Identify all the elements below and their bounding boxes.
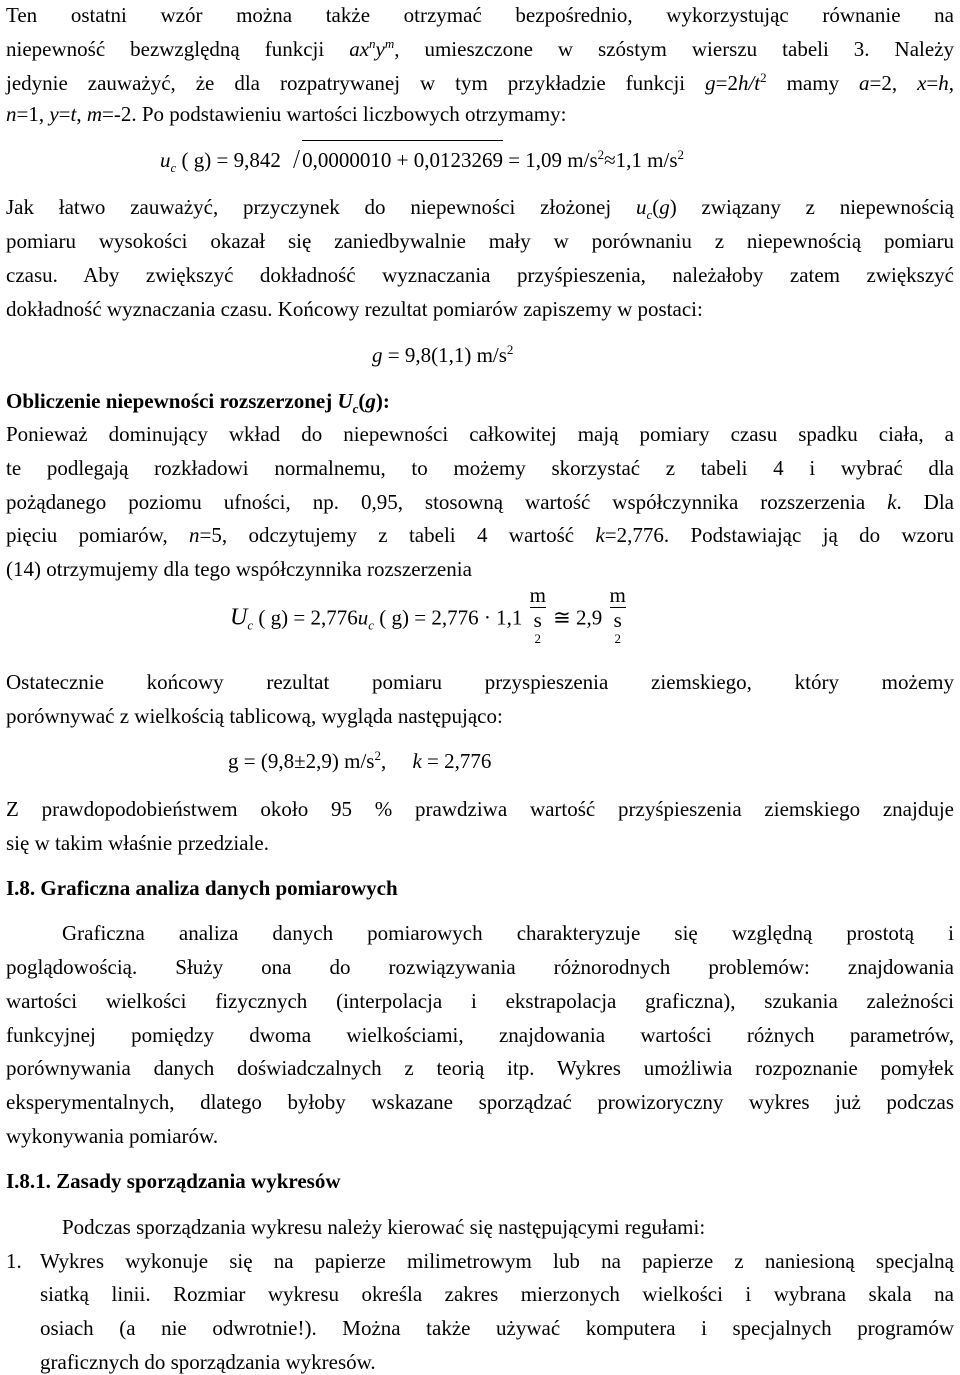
paragraph-line: się w takim właśnie przedziale. (6, 831, 269, 855)
paragraph-line: pomiaru wysokości okazał się zaniedbywalnie mały w porównaniu z niepewnością pomiaru (6, 229, 954, 253)
paragraph-line: Jak łatwo zauważyć, przyczynek do niepewności złożonej $u_c(g)$ związany z niepewnością (6, 195, 955, 222)
list-item-line: graficznych do sporządzania wykresów. (40, 1350, 376, 1374)
paragraph-line: poglądowością. Służy ona do rozwiązywania różnorodnych problemów: znajdowania (6, 955, 954, 979)
equation-final-result: g = (9,8±2,9) $m/s^2$, k = 2,776 (228, 748, 492, 773)
list-number: 1. (6, 1249, 22, 1273)
list-item-line: siatką linii. Rozmiar wykresu określa zakres mierzonych wielkości i wybrana skala na (40, 1282, 954, 1306)
paragraph-line: funkcyjnej pomiędzy dwoma wielkościami, znajdowania wartości różnych parametrów, (6, 1023, 954, 1047)
fraction: m s $^2$ (610, 583, 626, 656)
paragraph-line: (14) otrzymujemy dla tego współczynnika rozszerzenia (6, 557, 472, 581)
paragraph-line: Ponieważ dominujący wkład do niepewności całkowitej mają pomiary czasu spadku ciała, a (6, 422, 954, 446)
paragraph-line: Graficzna analiza danych pomiarowych charakteryzuje się względną prostotą i (62, 921, 954, 945)
paragraph-line: Ten ostatni wzór można także otrzymać bezpośrednio, wykorzystując równanie na (6, 3, 954, 27)
paragraph-line: te podlegają rozkładowi normalnemu, to możemy skorzystać z tabeli 4 i wybrać dla (6, 456, 954, 480)
paragraph-line: pożądanego poziomu ufności, np. 0,95, stosowną wartość współczynnika rozszerzenia k. Dla (6, 490, 954, 514)
section-heading: I.8. Graficzna analiza danych pomiarowych (6, 876, 398, 900)
paragraph-line: porównywania danych doświadczalnych z teorią itp. Wykres umożliwia rozpoznanie pomyłek (6, 1056, 954, 1080)
list-item-line: Wykres wykonuje się na papierze milimetrowym lub na papierze z naniesioną specjalną (40, 1249, 954, 1273)
paragraph-line: wartości wielkości fizycznych (interpolacja i ekstrapolacja graficzna), szukania zależności (6, 989, 954, 1013)
paragraph-line: Z prawdopodobieństwem około 95 % prawdziwa wartość przyśpieszenia ziemskiego znajduje (6, 797, 954, 821)
paragraph-line: niepewność bezwzględną funkcji $ax^ny^m$, umieszczone w szóstym wierszu tabeli 3. Należy (6, 36, 954, 61)
equation-result: g = 9,8(1,1) $m/s^2$ (372, 342, 514, 367)
paragraph-line: jedynie zauważyć, że dla rozpatrywanej w tym przykładzie funkcji $g=2h/t^2$ mamy a=2, x=h, (6, 70, 955, 95)
paragraph-line: eksperymentalnych, dlatego byłoby wskazane sporządzać prowizoryczny wykres już podczas (6, 1090, 954, 1114)
paragraph-line: czasu. Aby zwiększyć dokładność wyznaczania przyśpieszenia, należałoby zatem zwiększyć (6, 263, 954, 287)
subsection-heading: I.8.1. Zasady sporządzania wykresów (6, 1169, 341, 1193)
paragraph-line: Podczas sporządzania wykresu należy kierować się następującymi regułami: (62, 1215, 706, 1239)
equation-expanded-uncertainty: $U_c$ ( $g) = 2,776u_c$ ( g) = 2,776 · 1,1 m s $^2$ ≅ 2,9 m s $^2$ (230, 583, 628, 656)
section-heading: Obliczenie niepewności rozszerzonej $U_c(g)$: (6, 389, 390, 416)
paragraph-line: Ostatecznie końcowy rezultat pomiaru przyspieszenia ziemskiego, który możemy (6, 670, 954, 694)
paragraph-line: porównywać z wielkością tablicową, wygląda następująco: (6, 704, 503, 728)
paragraph-line: dokładność wyznaczania czasu. Końcowy rezultat pomiarów zapiszemy w postaci: (6, 297, 703, 321)
square-root-icon: 0,0000010 + 0,0123269 (286, 140, 503, 177)
paragraph-line: n=1, y=t, m=-2. Po podstawieniu wartości liczbowych otrzymamy: (6, 102, 567, 126)
paragraph-line: wykonywania pomiarów. (6, 1124, 219, 1148)
paragraph-line: pięciu pomiarów, n=5, odczytujemy z tabeli 4 wartość k=2,776. Podstawiając ją do wzoru (6, 523, 954, 547)
fraction: m s $^2$ (530, 583, 546, 656)
equation-combined-uncertainty: $u_c$ ( g) = 9,842 0,0000010 + 0,0123269 = 1,09 $m/s^2\approx 1,1$ $m/s^2$ (160, 140, 684, 177)
list-item-line: osiach (a nie odwrotnie!). Można także używać komputera i specjalnych programów (40, 1316, 954, 1340)
